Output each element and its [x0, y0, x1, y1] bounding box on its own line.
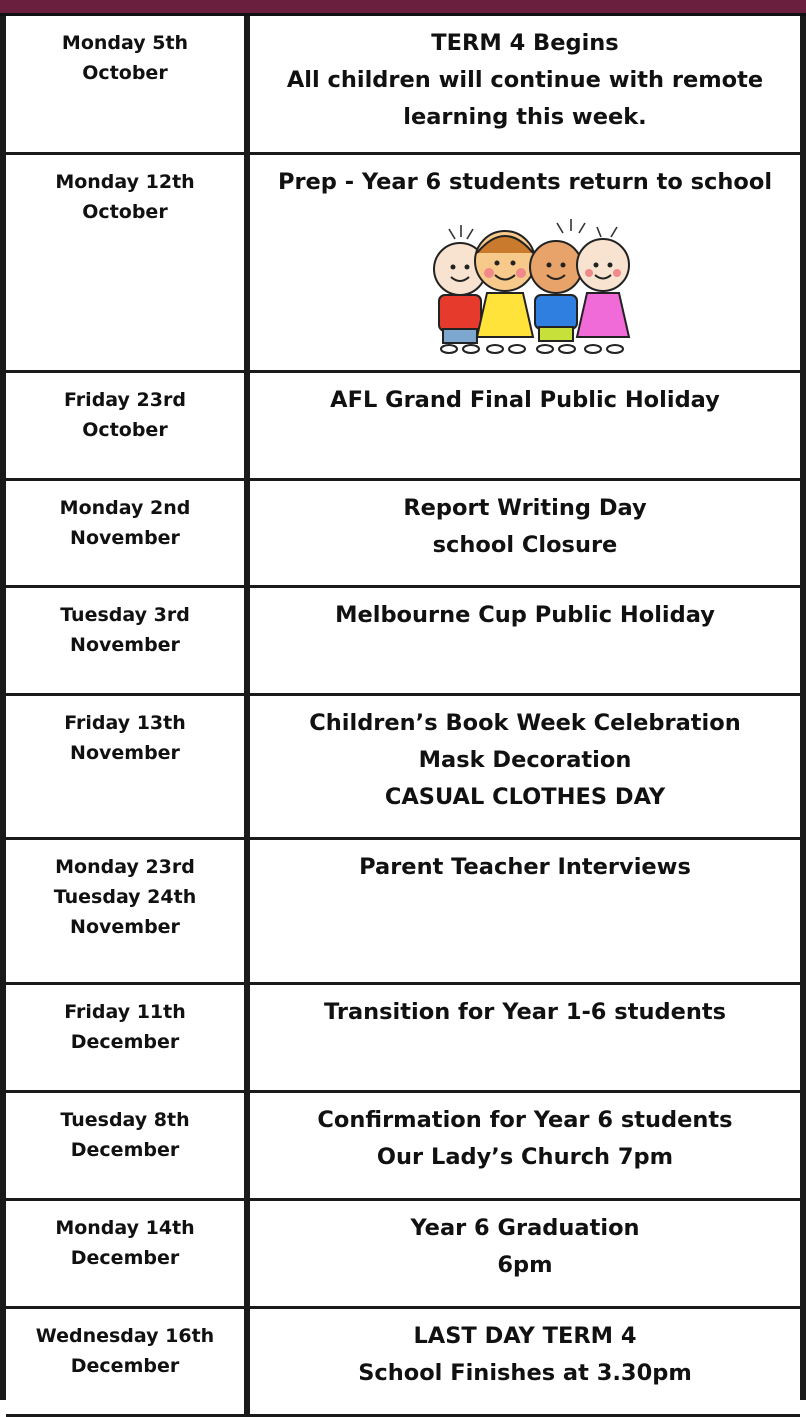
table-row	[6, 371, 800, 479]
table-row	[6, 983, 800, 1091]
event-cell: Melbourne Cup Public Holiday	[247, 586, 800, 694]
event-cell: TERM 4 Begins All children will continue with remote learning this week.	[247, 16, 800, 153]
date-cell: Monday 5th October	[6, 16, 247, 153]
table-row	[6, 694, 800, 838]
event-cell: Report Writing Day school Closure	[247, 479, 800, 586]
table-row	[6, 1307, 800, 1415]
table-row	[6, 838, 800, 983]
table-row	[6, 479, 800, 586]
date-cell: Monday 23rd Tuesday 24th November	[6, 838, 247, 983]
event-cell: AFL Grand Final Public Holiday	[247, 371, 800, 479]
date-cell: Friday 11th December	[6, 983, 247, 1091]
date-cell: Tuesday 8th December	[6, 1091, 247, 1199]
event-cell: Confirmation for Year 6 students Our Lady’s Church 7pm	[247, 1091, 800, 1199]
date-cell: Friday 23rd October	[6, 371, 247, 479]
event-cell: Parent Teacher Interviews	[247, 838, 800, 983]
header-bar	[0, 0, 806, 16]
children-illustration	[415, 207, 635, 357]
event-cell: Children’s Book Week Celebration Mask Decoration CASUAL CLOTHES DAY	[247, 694, 800, 838]
date-cell: Monday 2nd November	[6, 479, 247, 586]
event-cell: Prep - Year 6 students return to school	[247, 153, 800, 371]
date-cell: Wednesday 16th December	[6, 1307, 247, 1415]
table-row	[6, 153, 800, 371]
event-cell: Transition for Year 1-6 students	[247, 983, 800, 1091]
event-cell: LAST DAY TERM 4 School Finishes at 3.30pm	[247, 1307, 800, 1415]
table-row	[6, 586, 800, 694]
table-row	[6, 1091, 800, 1199]
date-cell: Monday 14th December	[6, 1199, 247, 1307]
date-cell: Tuesday 3rd November	[6, 586, 247, 694]
date-cell: Monday 12th October	[6, 153, 247, 371]
term-calendar-table	[6, 16, 800, 1417]
table-row	[6, 1199, 800, 1307]
date-cell: Friday 13th November	[6, 694, 247, 838]
event-cell: Year 6 Graduation 6pm	[247, 1199, 800, 1307]
table-row	[6, 16, 800, 153]
